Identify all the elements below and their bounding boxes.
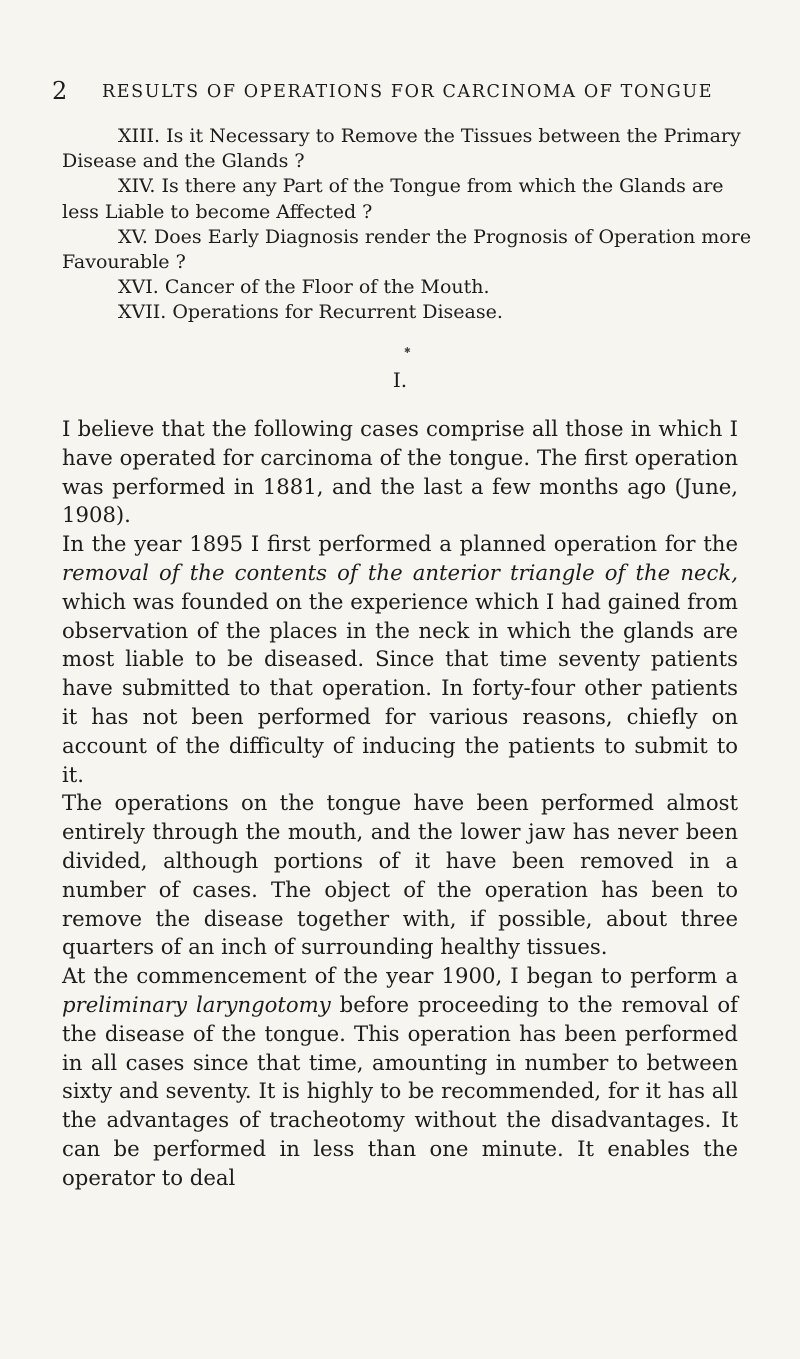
paragraph <box>62 415 738 530</box>
paragraph <box>62 789 738 962</box>
paragraph-text: which was founded on the experience which I had gained from observation of the places in the neck in which the glands are most liable to be diseased. Since that time seventy patients have submitted to that operation. In forty-four other patients it has not been performed for various reasons, chiefly on account of the difficulty of inducing the patients to submit to it. <box>62 588 738 787</box>
paragraph-text: In the year 1895 I first performed a planned operation for the <box>62 531 738 557</box>
paragraph <box>62 530 738 789</box>
paragraph-text: before proceeding to the removal of the disease of the tongue. This operation has been performed in all cases since that time, amounting in number to between sixty and seventy. It is highly to be recommended, for it has all the advantages of tracheotomy without the disadvantages. It can be performed in less than one minute. It enables the operator to deal <box>62 991 738 1190</box>
section-heading: I. <box>392 368 408 392</box>
question-item: XIII. Is it Necessary to Remove the Tissues between the Primary Disease and the Glands ? <box>62 125 741 173</box>
running-head <box>52 76 742 110</box>
page-number: 2 <box>52 77 68 105</box>
question-list <box>62 124 752 326</box>
paragraph-text: The operations on the tongue have been performed almost entirely through the mouth, and the lower jaw has never been divided, although portions of it have been removed in a number of cases. The object of the operation has been to remove the disease together with, if possible, about three quarters of an inch of surrounding healthy tissues. <box>62 790 738 960</box>
italic-phrase: removal of the contents of the anterior triangle of the neck, <box>62 559 738 585</box>
body-text <box>62 415 738 1193</box>
running-title: RESULTS OF OPERATIONS FOR CARCINOMA OF TONGUE <box>102 82 714 102</box>
paragraph <box>62 962 738 1192</box>
question-item: XVII. Operations for Recurrent Disease. <box>118 301 503 324</box>
paragraph-text: I believe that the following cases comprise all those in which I have operated for carcinoma of the tongue. The first operation was performed in 1881, and the last a few months ago (June, 1908). <box>62 416 738 528</box>
question-item: XV. Does Early Diagnosis render the Prognosis of Operation more Favourable ? <box>62 225 752 274</box>
italic-phrase: preliminary laryngotomy <box>62 991 331 1017</box>
question-item: XIV. Is there any Part of the Tongue from which the Glands are less Liable to become Affected ? <box>62 175 724 223</box>
question-item: XVI. Cancer of the Floor of the Mouth. <box>118 276 490 299</box>
asterisk-mark: ✱ <box>404 346 411 355</box>
paragraph-text: At the commencement of the year 1900, I began to perform a <box>62 963 738 989</box>
